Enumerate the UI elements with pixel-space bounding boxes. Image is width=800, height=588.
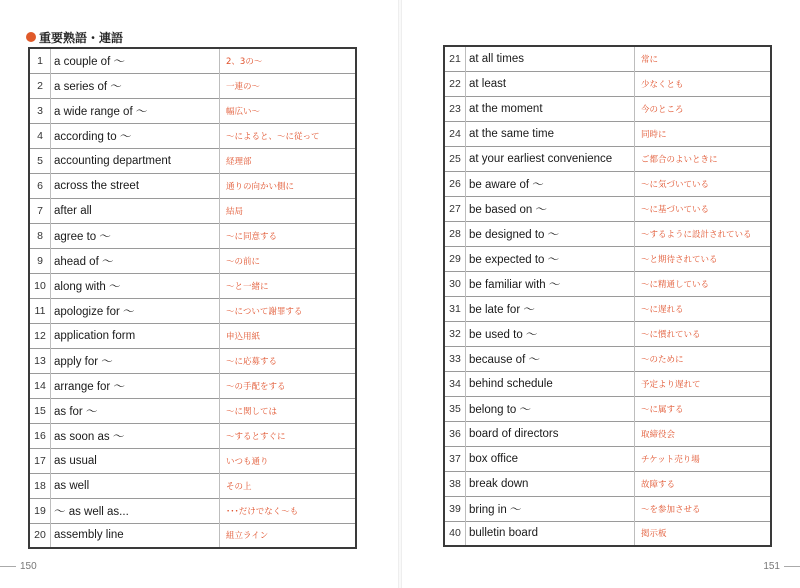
entry-number: 18 — [29, 473, 51, 498]
english-phrase: as usual — [51, 448, 220, 473]
vocab-row — [444, 346, 771, 371]
vocab-row — [444, 271, 771, 296]
japanese-meaning: 経理部 — [220, 148, 357, 173]
vocab-row — [29, 73, 356, 98]
entry-number: 15 — [29, 398, 51, 423]
english-phrase: behind schedule — [466, 371, 635, 396]
japanese-meaning: ～に応募する — [220, 348, 357, 373]
vocab-row — [444, 46, 771, 71]
vocab-row — [444, 296, 771, 321]
vocab-row — [444, 421, 771, 446]
english-phrase: agree to ～ — [51, 223, 220, 248]
book-spine — [398, 0, 402, 588]
vocab-row — [29, 273, 356, 298]
japanese-meaning: 予定より遅れて — [635, 371, 772, 396]
japanese-meaning: ～に気づいている — [635, 171, 772, 196]
japanese-meaning: 掲示板 — [635, 521, 772, 546]
vocab-row — [29, 498, 356, 523]
entry-number: 38 — [444, 471, 466, 496]
japanese-meaning: いつも通り — [220, 448, 357, 473]
japanese-meaning: ～と一緒に — [220, 273, 357, 298]
english-phrase: box office — [466, 446, 635, 471]
japanese-meaning: 常に — [641, 54, 659, 65]
english-phrase: apologize for ～ — [51, 298, 220, 323]
english-phrase: accounting department — [51, 148, 220, 173]
section-heading — [26, 28, 123, 46]
english-phrase: bring in ～ — [466, 496, 635, 521]
page-number-left — [0, 561, 37, 572]
page-rule — [784, 566, 800, 567]
entry-number: 22 — [444, 71, 466, 96]
english-phrase: be designed to ～ — [466, 221, 635, 246]
entry-number: 9 — [29, 248, 51, 273]
entry-number: 10 — [29, 273, 51, 298]
vocab-row — [444, 146, 771, 171]
japanese-meaning: 通りの向かい側に — [220, 173, 357, 198]
japanese-meaning: 今のところ — [635, 96, 772, 121]
entry-number: 37 — [444, 446, 466, 471]
english-phrase: assembly line — [51, 523, 220, 548]
english-phrase: according to ～ — [51, 123, 220, 148]
english-phrase: be expected to ～ — [466, 246, 635, 271]
vocab-row — [444, 121, 771, 146]
english-phrase: bulletin board — [466, 521, 635, 546]
vocab-row — [444, 396, 771, 421]
english-phrase: application form — [51, 323, 220, 348]
vocab-row — [29, 473, 356, 498]
page-number-text: 151 — [763, 561, 780, 572]
japanese-meaning: 少なくとも — [635, 71, 772, 96]
japanese-meaning: 2、3の～ — [226, 56, 263, 67]
english-phrase: board of directors — [466, 421, 635, 446]
entry-number: 1 — [29, 48, 51, 73]
vocab-row — [444, 521, 771, 546]
vocab-row — [29, 348, 356, 373]
page-number-text: 150 — [20, 561, 37, 572]
entry-number: 40 — [444, 521, 466, 546]
vocab-table-left — [28, 47, 357, 549]
entry-number: 35 — [444, 396, 466, 421]
section-title-text: 重要熟語・連語 — [39, 30, 124, 45]
english-phrase: a series of ～ — [51, 73, 220, 98]
japanese-meaning: 一連の～ — [220, 73, 357, 98]
vocab-row — [444, 496, 771, 521]
japanese-meaning: ･･･だけでなく～も — [220, 498, 357, 523]
english-phrase: as for ～ — [51, 398, 220, 423]
page-rule — [0, 566, 16, 567]
entry-number: 33 — [444, 346, 466, 371]
vocab-row — [444, 171, 771, 196]
vocab-row — [444, 221, 771, 246]
vocab-row — [444, 246, 771, 271]
japanese-meaning: ～するとすぐに — [220, 423, 357, 448]
bullet-dot-icon — [26, 32, 36, 42]
entry-number: 29 — [444, 246, 466, 271]
english-phrase: at least — [466, 71, 635, 96]
vocab-row — [444, 96, 771, 121]
vocab-row — [29, 523, 356, 548]
entry-number: 16 — [29, 423, 51, 448]
english-phrase: be late for ～ — [466, 296, 635, 321]
entry-number: 8 — [29, 223, 51, 248]
vocab-row — [29, 48, 356, 73]
vocab-row — [444, 321, 771, 346]
entry-number: 36 — [444, 421, 466, 446]
vocab-row — [29, 423, 356, 448]
japanese-meaning: ～に慣れている — [635, 321, 772, 346]
entry-number: 4 — [29, 123, 51, 148]
entry-number: 6 — [29, 173, 51, 198]
entry-number: 23 — [444, 96, 466, 121]
japanese-meaning: ～について謝罪する — [220, 298, 357, 323]
english-phrase: be familiar with ～ — [466, 271, 635, 296]
vocab-table-right — [443, 45, 772, 547]
vocab-row — [29, 323, 356, 348]
english-phrase: along with ～ — [51, 273, 220, 298]
entry-number: 12 — [29, 323, 51, 348]
entry-number: 26 — [444, 171, 466, 196]
entry-number: 31 — [444, 296, 466, 321]
entry-number: 14 — [29, 373, 51, 398]
entry-number: 21 — [444, 46, 466, 71]
entry-number: 2 — [29, 73, 51, 98]
english-phrase: as well — [51, 473, 220, 498]
japanese-meaning: ～のために — [635, 346, 772, 371]
japanese-meaning: ～に関しては — [220, 398, 357, 423]
japanese-meaning: ～するように設計されている — [635, 221, 772, 246]
entry-number: 39 — [444, 496, 466, 521]
japanese-meaning: 同時に — [635, 121, 772, 146]
japanese-meaning: ～に属する — [635, 396, 772, 421]
japanese-meaning: ～の手配をする — [220, 373, 357, 398]
vocab-row — [444, 471, 771, 496]
vocab-row — [29, 448, 356, 473]
vocab-row — [29, 173, 356, 198]
english-phrase: break down — [466, 471, 635, 496]
entry-number: 7 — [29, 198, 51, 223]
vocab-row — [444, 446, 771, 471]
english-phrase: at all times — [466, 46, 635, 71]
vocab-row — [29, 398, 356, 423]
japanese-meaning: ～と期待されている — [635, 246, 772, 271]
entry-number: 3 — [29, 98, 51, 123]
entry-number: 5 — [29, 148, 51, 173]
japanese-meaning: ～に遅れる — [635, 296, 772, 321]
english-phrase: ～ as well as... — [51, 498, 220, 523]
japanese-meaning: ～に基づいている — [635, 196, 772, 221]
english-phrase: at the same time — [466, 121, 635, 146]
japanese-meaning: 故障する — [635, 471, 772, 496]
english-phrase: be based on ～ — [466, 196, 635, 221]
entry-number: 32 — [444, 321, 466, 346]
vocab-row — [29, 223, 356, 248]
japanese-meaning: ～によると、～に従って — [220, 123, 357, 148]
japanese-meaning: ～に同意する — [220, 223, 357, 248]
japanese-meaning: 組立ライン — [220, 523, 357, 548]
page-number-right — [763, 561, 800, 572]
vocab-row — [29, 148, 356, 173]
english-phrase: arrange for ～ — [51, 373, 220, 398]
japanese-meaning: 幅広い～ — [220, 98, 357, 123]
english-phrase: be used to ～ — [466, 321, 635, 346]
vocab-row — [444, 71, 771, 96]
entry-number: 19 — [29, 498, 51, 523]
english-phrase: apply for ～ — [51, 348, 220, 373]
vocab-row — [29, 198, 356, 223]
english-phrase: ahead of ～ — [51, 248, 220, 273]
entry-number: 20 — [29, 523, 51, 548]
entry-number: 11 — [29, 298, 51, 323]
english-phrase: at the moment — [466, 96, 635, 121]
vocab-row — [444, 196, 771, 221]
vocab-row — [29, 98, 356, 123]
entry-number: 28 — [444, 221, 466, 246]
entry-number: 17 — [29, 448, 51, 473]
japanese-meaning: ～に精通している — [635, 271, 772, 296]
vocab-row — [29, 373, 356, 398]
english-phrase: be aware of ～ — [466, 171, 635, 196]
entry-number: 13 — [29, 348, 51, 373]
entry-number: 30 — [444, 271, 466, 296]
entry-number: 27 — [444, 196, 466, 221]
japanese-meaning: 結局 — [220, 198, 357, 223]
english-phrase: belong to ～ — [466, 396, 635, 421]
entry-number: 24 — [444, 121, 466, 146]
english-phrase: a wide range of ～ — [51, 98, 220, 123]
japanese-meaning: ～を参加させる — [635, 496, 772, 521]
entry-number: 34 — [444, 371, 466, 396]
english-phrase: as soon as ～ — [51, 423, 220, 448]
english-phrase: after all — [51, 198, 220, 223]
vocab-row — [29, 123, 356, 148]
english-phrase: across the street — [51, 173, 220, 198]
vocab-row — [29, 298, 356, 323]
japanese-meaning: ～の前に — [220, 248, 357, 273]
english-phrase: at your earliest convenience — [466, 146, 635, 171]
japanese-meaning: 申込用紙 — [220, 323, 357, 348]
japanese-meaning: ご都合のよいときに — [635, 146, 772, 171]
japanese-meaning: チケット売り場 — [635, 446, 772, 471]
vocab-row — [29, 248, 356, 273]
japanese-meaning: その上 — [220, 473, 357, 498]
entry-number: 25 — [444, 146, 466, 171]
english-phrase: because of ～ — [466, 346, 635, 371]
japanese-meaning: 取締役会 — [635, 421, 772, 446]
english-phrase: a couple of ～ — [51, 48, 220, 73]
vocab-row — [444, 371, 771, 396]
